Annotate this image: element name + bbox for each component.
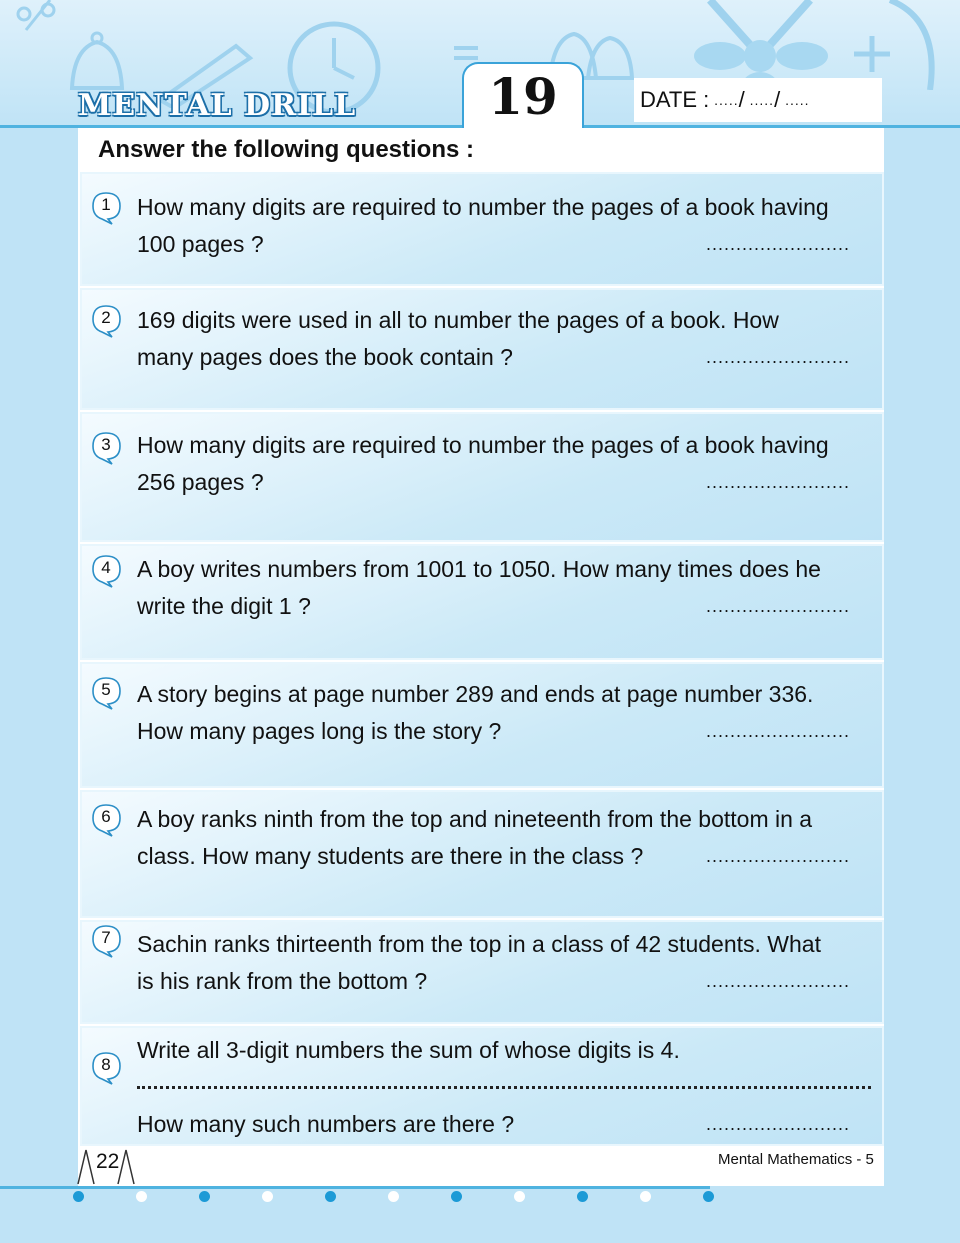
leaf-icon: [880, 0, 960, 90]
decorative-dot: [325, 1191, 336, 1202]
question-number-badge: [90, 190, 122, 222]
question-number: 6: [101, 807, 111, 826]
question-text-line: How many digits are required to number the pages of a book having: [137, 194, 829, 220]
decorative-dot: [199, 1191, 210, 1202]
question-text-line: class. How many students are there in the class ?: [137, 843, 644, 869]
answer-line-long[interactable]: [137, 1080, 871, 1089]
question-number-badge: [90, 430, 122, 462]
question-text-line: Sachin ranks thirteenth from the top in a class of 42 students. What: [137, 931, 821, 957]
question-text-line: A boy writes numbers from 1001 to 1050. How many times does he: [137, 556, 821, 582]
question-number-badge: [90, 675, 122, 707]
footer-line: [0, 1186, 710, 1189]
question-number: 4: [101, 558, 111, 577]
question-text-line: 100 pages ?: [137, 231, 264, 257]
question-number: 1: [101, 195, 111, 214]
answer-blank[interactable]: ........................: [706, 971, 851, 991]
question-number: 8: [101, 1055, 111, 1074]
date-year-blank[interactable]: .....: [780, 92, 810, 108]
decorative-dot: [73, 1191, 84, 1202]
question-text-line: How many pages long is the story ?: [137, 718, 502, 744]
date-month-blank[interactable]: .....: [744, 92, 775, 108]
date-label: DATE :: [640, 87, 710, 112]
equals-icon: [452, 44, 480, 64]
answer-blank[interactable]: ........................: [706, 721, 851, 741]
question-number-badge: [90, 553, 122, 585]
answer-blank[interactable]: ........................: [706, 596, 851, 616]
answer-blank[interactable]: ........................: [706, 846, 851, 866]
date-slash: /: [774, 87, 781, 112]
date-day-blank[interactable]: .....: [709, 92, 739, 108]
question-number-badge: [90, 1050, 122, 1082]
exercise-number-tab: [462, 62, 584, 128]
instruction-text: Answer the following questions :: [98, 136, 475, 163]
question-number-badge: [90, 802, 122, 834]
question-text-line: A boy ranks ninth from the top and nineteenth from the bottom in a: [137, 806, 813, 832]
answer-blank[interactable]: ........................: [706, 1114, 851, 1134]
decorative-dot: [640, 1191, 651, 1202]
date-field[interactable]: [634, 78, 882, 122]
decorative-dot: [577, 1191, 588, 1202]
question-box-1: [80, 172, 884, 286]
answer-blank[interactable]: ........................: [706, 234, 851, 254]
question-number-badge: [90, 303, 122, 335]
decorative-dot: [514, 1191, 525, 1202]
page-number: 22: [96, 1150, 120, 1173]
decorative-dot: [136, 1191, 147, 1202]
question-text-line: 256 pages ?: [137, 469, 264, 495]
question-text-line: How many digits are required to number the pages of a book having: [137, 432, 829, 458]
answer-blank[interactable]: ........................: [706, 472, 851, 492]
decorative-dot: [388, 1191, 399, 1202]
page-title: MENTAL DRILL: [78, 88, 357, 123]
question-text-line: A story begins at page number 289 and ends at page number 336.: [137, 681, 814, 707]
question-number: 3: [101, 435, 111, 454]
decorative-dot: [451, 1191, 462, 1202]
decorative-dot: [703, 1191, 714, 1202]
question-number: 5: [101, 680, 111, 699]
date-slash: /: [738, 87, 745, 112]
question-number: 2: [101, 308, 111, 327]
question-number-badge: [90, 923, 122, 955]
answer-blank[interactable]: ........................: [706, 347, 851, 367]
question-text-line: many pages does the book contain ?: [137, 344, 513, 370]
series-label: Mental Mathematics - 5: [712, 1151, 880, 1168]
question-text-line: 169 digits were used in all to number the pages of a book. How: [137, 307, 779, 333]
decorative-dot: [262, 1191, 273, 1202]
exercise-number: 19: [488, 66, 558, 126]
question-text-line: write the digit 1 ?: [137, 593, 311, 619]
question-number: 7: [101, 928, 111, 947]
question-text-line: How many such numbers are there ?: [137, 1111, 515, 1137]
question-text-line: is his rank from the bottom ?: [137, 968, 428, 994]
question-text-line: Write all 3-digit numbers the sum of whose digits is 4.: [137, 1037, 680, 1063]
